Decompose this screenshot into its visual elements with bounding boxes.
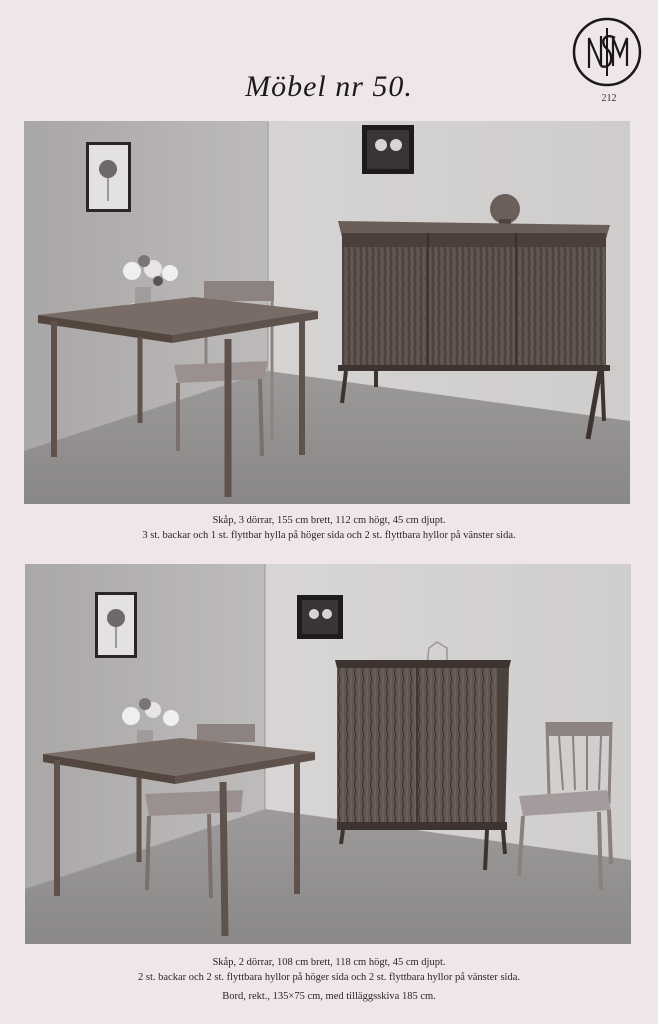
caption-photo-1 xyxy=(0,514,658,543)
caption-photo-2 xyxy=(0,956,658,1005)
caption-line: 3 st. backar och 1 st. flyttbar hylla på höger sida och 2 st. flyttbara hyllor på vänster sida. xyxy=(142,529,516,541)
framed-portrait-picture xyxy=(297,595,343,639)
caption-line: Skåp, 2 dörrar, 108 cm brett, 118 cm högt, 45 cm djupt. xyxy=(212,957,446,968)
caption-table-dimensions: Bord, rekt., 135×75 cm, med tilläggsskiva 185 cm. xyxy=(222,991,436,1002)
photo-dining-set-3-door-cabinet xyxy=(24,121,630,504)
page-title: Möbel nr 50. xyxy=(245,70,413,103)
framed-picture-flowers xyxy=(95,592,137,658)
framed-portrait-picture xyxy=(362,125,414,174)
page-number: 212 xyxy=(601,93,617,104)
framed-picture-flowers xyxy=(86,142,131,212)
nsm-monogram-logo xyxy=(571,16,643,88)
photo-dining-set-2-door-cabinet xyxy=(25,564,631,944)
caption-line: Skåp, 3 dörrar, 155 cm brett, 112 cm högt, 45 cm djupt. xyxy=(212,515,446,526)
caption-line: 2 st. backar och 2 st. flyttbara hyllor på höger sida och 2 st. flyttbara hyllor på vänster sida. xyxy=(138,971,520,983)
